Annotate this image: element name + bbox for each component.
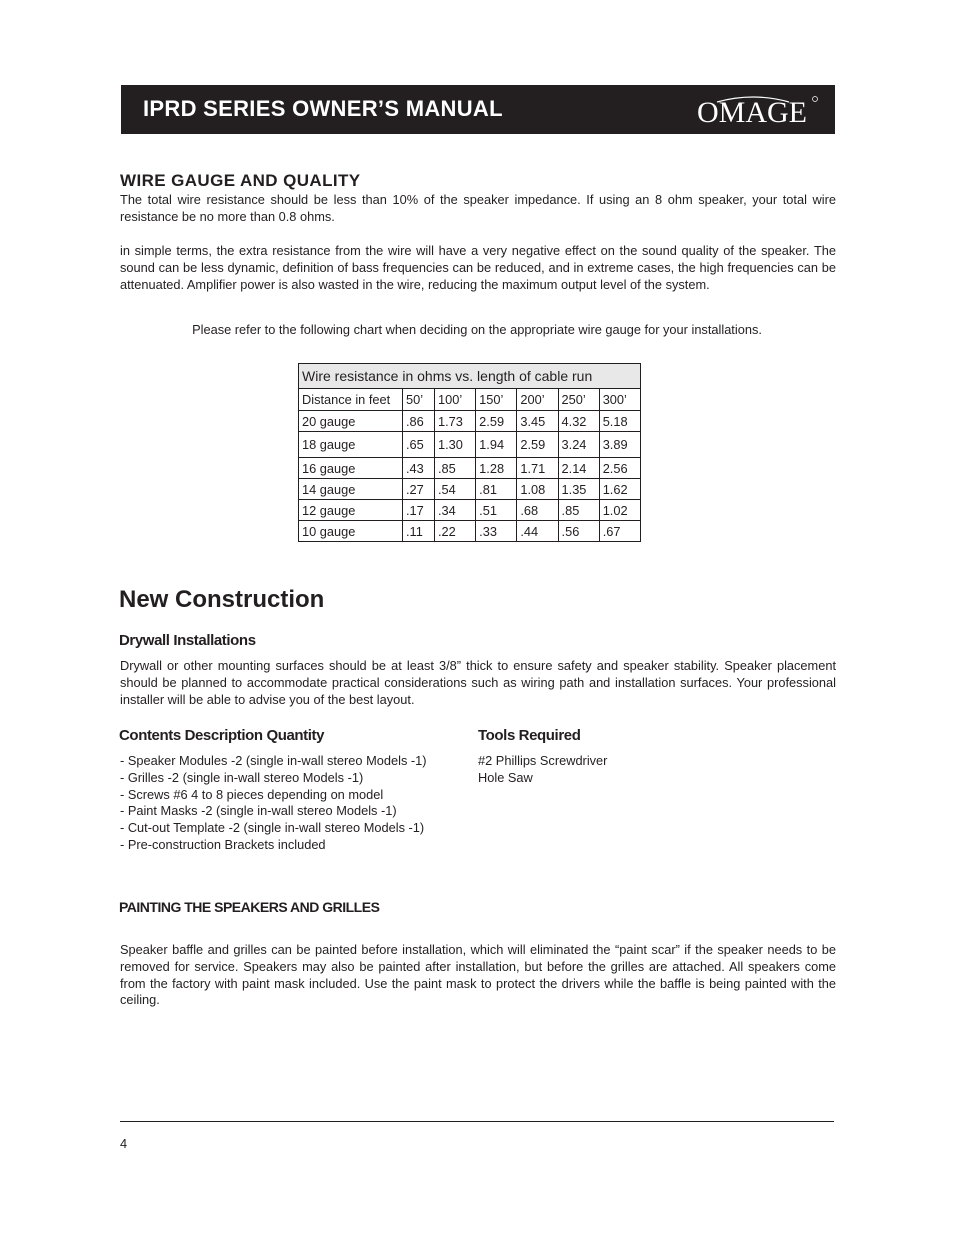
list-item: Hole Saw	[478, 769, 533, 785]
wire-resistance-table	[298, 363, 641, 542]
drywall-paragraph: Drywall or other mounting surfaces should be at least 3/8” thick to ensure safety and speaker stability. Speaker placement should be planned to accommodate practical considerations such as wiring path and installation surfaces. Your professional installer will be able to advise you of the best layout.	[120, 658, 836, 707]
table-cell: .56	[558, 521, 599, 542]
table-cell: .86	[403, 411, 435, 432]
header-cell: 200’	[517, 389, 558, 411]
list-item: - Pre-construction Brackets included	[120, 836, 326, 852]
painting-heading: PAINTING THE SPEAKERS AND GRILLES	[119, 899, 380, 915]
header-cell: 150’	[476, 389, 517, 411]
drywall-heading: Drywall Installations	[119, 632, 256, 649]
table-row	[299, 411, 641, 432]
table-cell: 1.02	[599, 500, 640, 521]
wire-gauge-heading: WIRE GAUGE AND QUALITY	[120, 171, 361, 190]
table-cell: 3.45	[517, 411, 558, 432]
tools-heading: Tools Required	[478, 727, 581, 744]
table-cell: .67	[599, 521, 640, 542]
table-cell: 1.73	[435, 411, 476, 432]
header-banner	[121, 85, 835, 134]
list-item: #2 Phillips Screwdriver	[478, 753, 608, 768]
table-row	[299, 479, 641, 500]
header-cell: 300’	[599, 389, 640, 411]
table-row	[299, 458, 641, 479]
table-cell: 1.08	[517, 479, 558, 500]
table-cell: 5.18	[599, 411, 640, 432]
row-label: 20 gauge	[299, 411, 403, 432]
row-label: 14 gauge	[299, 479, 403, 500]
table-cell: .54	[435, 479, 476, 500]
wire-effect-paragraph: in simple terms, the extra resistance from the wire will have a very negative effect on the sound quality of the speaker. The sound can be less dynamic, definition of bass frequencies can be reduced, and in extreme cases, the high frequencies can be attenuated. Amplifier power is also wasted in the wire, reducing the maximum output level of the system.	[120, 243, 836, 292]
table-cell: .68	[517, 500, 558, 521]
list-item: - Paint Masks -2 (single in-wall stereo Models -1)	[120, 803, 397, 819]
table-cell: .65	[403, 432, 435, 458]
header-cell: 250’	[558, 389, 599, 411]
painting-paragraph: Speaker baffle and grilles can be painted before installation, which will eliminated the “paint scar” if the speaker needs to be removed for service. Speakers may also be painted after installation, but before the grilles are attached. All speakers come from the factory with paint mask included. Use the paint mask to protect the drivers while the baffle is being painted with the ceiling.	[120, 942, 836, 1008]
svg-text:OMAGE: OMAGE	[697, 96, 807, 129]
footer-divider	[120, 1121, 834, 1122]
table-cell: 2.14	[558, 458, 599, 479]
table-cell: .11	[403, 521, 435, 542]
table-cell: 1.28	[476, 458, 517, 479]
table-cell: .27	[403, 479, 435, 500]
list-item: - Cut-out Template -2 (single in-wall stereo Models -1)	[120, 820, 425, 836]
table-cell: .43	[403, 458, 435, 479]
table-cell: .85	[558, 500, 599, 521]
omage-logo	[693, 88, 823, 132]
page-number: 4	[120, 1136, 128, 1151]
table-cell: .33	[476, 521, 517, 542]
table-row	[299, 521, 641, 542]
header-cell: 50’	[403, 389, 435, 411]
new-construction-heading: New Construction	[119, 586, 325, 613]
table-cell: 2.59	[517, 432, 558, 458]
table-cell: 2.59	[476, 411, 517, 432]
table-cell: 2.56	[599, 458, 640, 479]
header-cell: Distance in feet	[299, 389, 403, 411]
table-cell: .44	[517, 521, 558, 542]
table-cell: 1.94	[476, 432, 517, 458]
wire-intro-paragraph: The total wire resistance should be less than 10% of the speaker impedance. If using an 8 ohm speaker, your total wire resistance be no more than 0.8 ohms.	[120, 192, 836, 224]
row-label: 16 gauge	[299, 458, 403, 479]
table-cell: .34	[435, 500, 476, 521]
table-cell: .81	[476, 479, 517, 500]
list-item: - Speaker Modules -2 (single in-wall stereo Models -1)	[120, 753, 427, 768]
tools-list	[478, 753, 607, 787]
list-item: - Screws #6 4 to 8 pieces depending on model	[120, 786, 384, 802]
table-cell: .85	[435, 458, 476, 479]
contents-heading: Contents Description Quantity	[119, 727, 325, 744]
table-cell: 1.71	[517, 458, 558, 479]
table-cell: 1.62	[599, 479, 640, 500]
row-label: 10 gauge	[299, 521, 403, 542]
list-item: - Grilles -2 (single in-wall stereo Models -1)	[120, 769, 364, 785]
table-cell: 1.35	[558, 479, 599, 500]
chart-reference-note: Please refer to the following chart when deciding on the appropriate wire gauge for your installations.	[192, 322, 762, 337]
row-label: 18 gauge	[299, 432, 403, 458]
table-header-row	[299, 389, 641, 411]
table-cell: .17	[403, 500, 435, 521]
table-cell: .51	[476, 500, 517, 521]
manual-title: IPRD SERIES OWNER’S MANUAL	[143, 96, 503, 121]
table-row	[299, 432, 641, 458]
table-cell: 1.30	[435, 432, 476, 458]
header-cell: 100’	[435, 389, 476, 411]
table-cell: 3.89	[599, 432, 640, 458]
table-cell: 3.24	[558, 432, 599, 458]
contents-list	[120, 753, 427, 854]
table-row	[299, 500, 641, 521]
table-caption: Wire resistance in ohms vs. length of cable run	[299, 364, 641, 389]
table-cell: 4.32	[558, 411, 599, 432]
table-cell: .22	[435, 521, 476, 542]
row-label: 12 gauge	[299, 500, 403, 521]
